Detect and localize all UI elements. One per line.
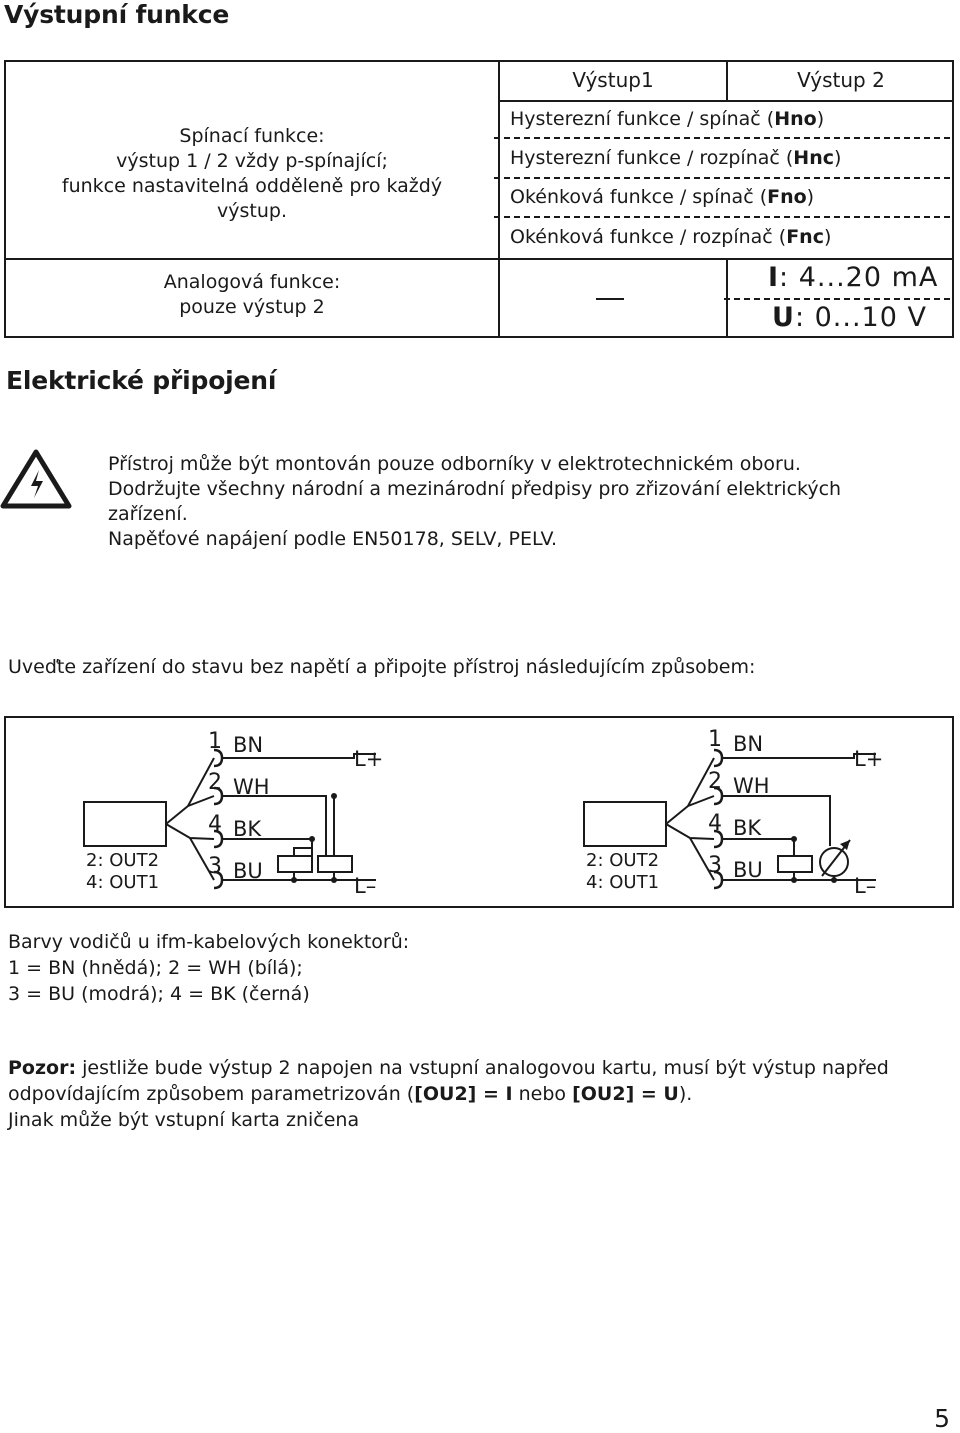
dashed-divider [494,137,950,139]
analog-output1-none [596,298,624,300]
function-fno: Okénková funkce / spínač (Fno) [510,186,815,208]
pin-number: 1 [208,729,222,754]
dashed-divider [494,177,950,179]
function-fnc: Okénková funkce / rozpínač (Fnc) [510,226,832,248]
page-title: Výstupní funkce [4,0,230,29]
function-hnc: Hysterezní funkce / rozpínač (Hnc) [510,147,842,169]
column-header-output2: Výstup 2 [797,68,885,92]
wiring-diagram [4,716,954,908]
pin-number: 1 [708,727,722,752]
section-title: Elektrické připojení [6,366,277,395]
wire-color-label: WH [733,774,770,798]
supply-plus-label: L+ [854,747,884,771]
pin-number: 4 [208,812,222,837]
output-assignment-label: 2: OUT2 4: OUT1 [86,850,160,893]
output-assignment-label: 2: OUT2 4: OUT1 [586,850,660,893]
page-number: 5 [934,1404,950,1433]
function-hno: Hysterezní funkce / spínač (Hno) [510,108,825,130]
analog-current-range: I: 4...20 mA [768,262,939,293]
high-voltage-warning-icon [0,448,72,510]
wire-color-label: BN [733,732,764,756]
caution-note: Pozor: jestliže bude výstup 2 napojen na vstupní analogovou kartu, musí být výstup napřed odpovídajícím způsobem parametrizován ([OU2] = I nebo [OU2] = U). Jinak může být vstupní karta zničena [8,1057,889,1131]
pin-number: 4 [708,811,722,836]
pin-number: 3 [708,853,722,878]
safety-warning-text: Přístroj může být montován pouze odborníky v elektrotechnickém oboru. Dodržujte všechny národní a mezinárodní předpisy pro zřizování elektrických zařízení. Napěťové napájení podle EN50178, SELV, PELV. [108,453,842,550]
wire-color-label: BK [233,817,262,841]
switching-function-label: Spínací funkce: výstup 1 / 2 vždy p-spínající; funkce nastavitelná odděleně pro každý výstup. [61,125,443,222]
analog-function-label: Analogová funkce: pouze výstup 2 [163,271,341,318]
wire-color-label: BN [233,733,264,757]
wire-color-legend: Barvy vodičů u ifm-kabelových konektorů: 1 = BN (hnědá); 2 = WH (bílá); 3 = BU (modrá); 4 = BK (černá) [8,931,410,1005]
table-divider [498,100,954,102]
wire-color-label: BU [233,859,263,883]
supply-minus-label: L– [854,874,877,898]
column-header-output1: Výstup1 [572,68,654,92]
pin-number: 3 [208,854,222,879]
supply-plus-label: L+ [354,747,384,771]
table-divider [498,62,500,336]
table-divider [6,258,952,260]
supply-minus-label: L– [354,874,377,898]
wire-color-label: BU [733,858,763,882]
wire-color-label: BK [733,816,762,840]
wire-color-label: WH [233,775,270,799]
dashed-divider [494,216,950,218]
connection-instruction: Uveďte zařízení do stavu bez napětí a připojte přístroj následujícím způsobem: [8,656,756,678]
pin-number: 2 [708,769,722,794]
caution-label: Pozor: [8,1057,77,1079]
pin-number: 2 [208,770,222,795]
analog-voltage-range: U: 0...10 V [772,302,927,333]
dashed-divider [724,298,950,300]
